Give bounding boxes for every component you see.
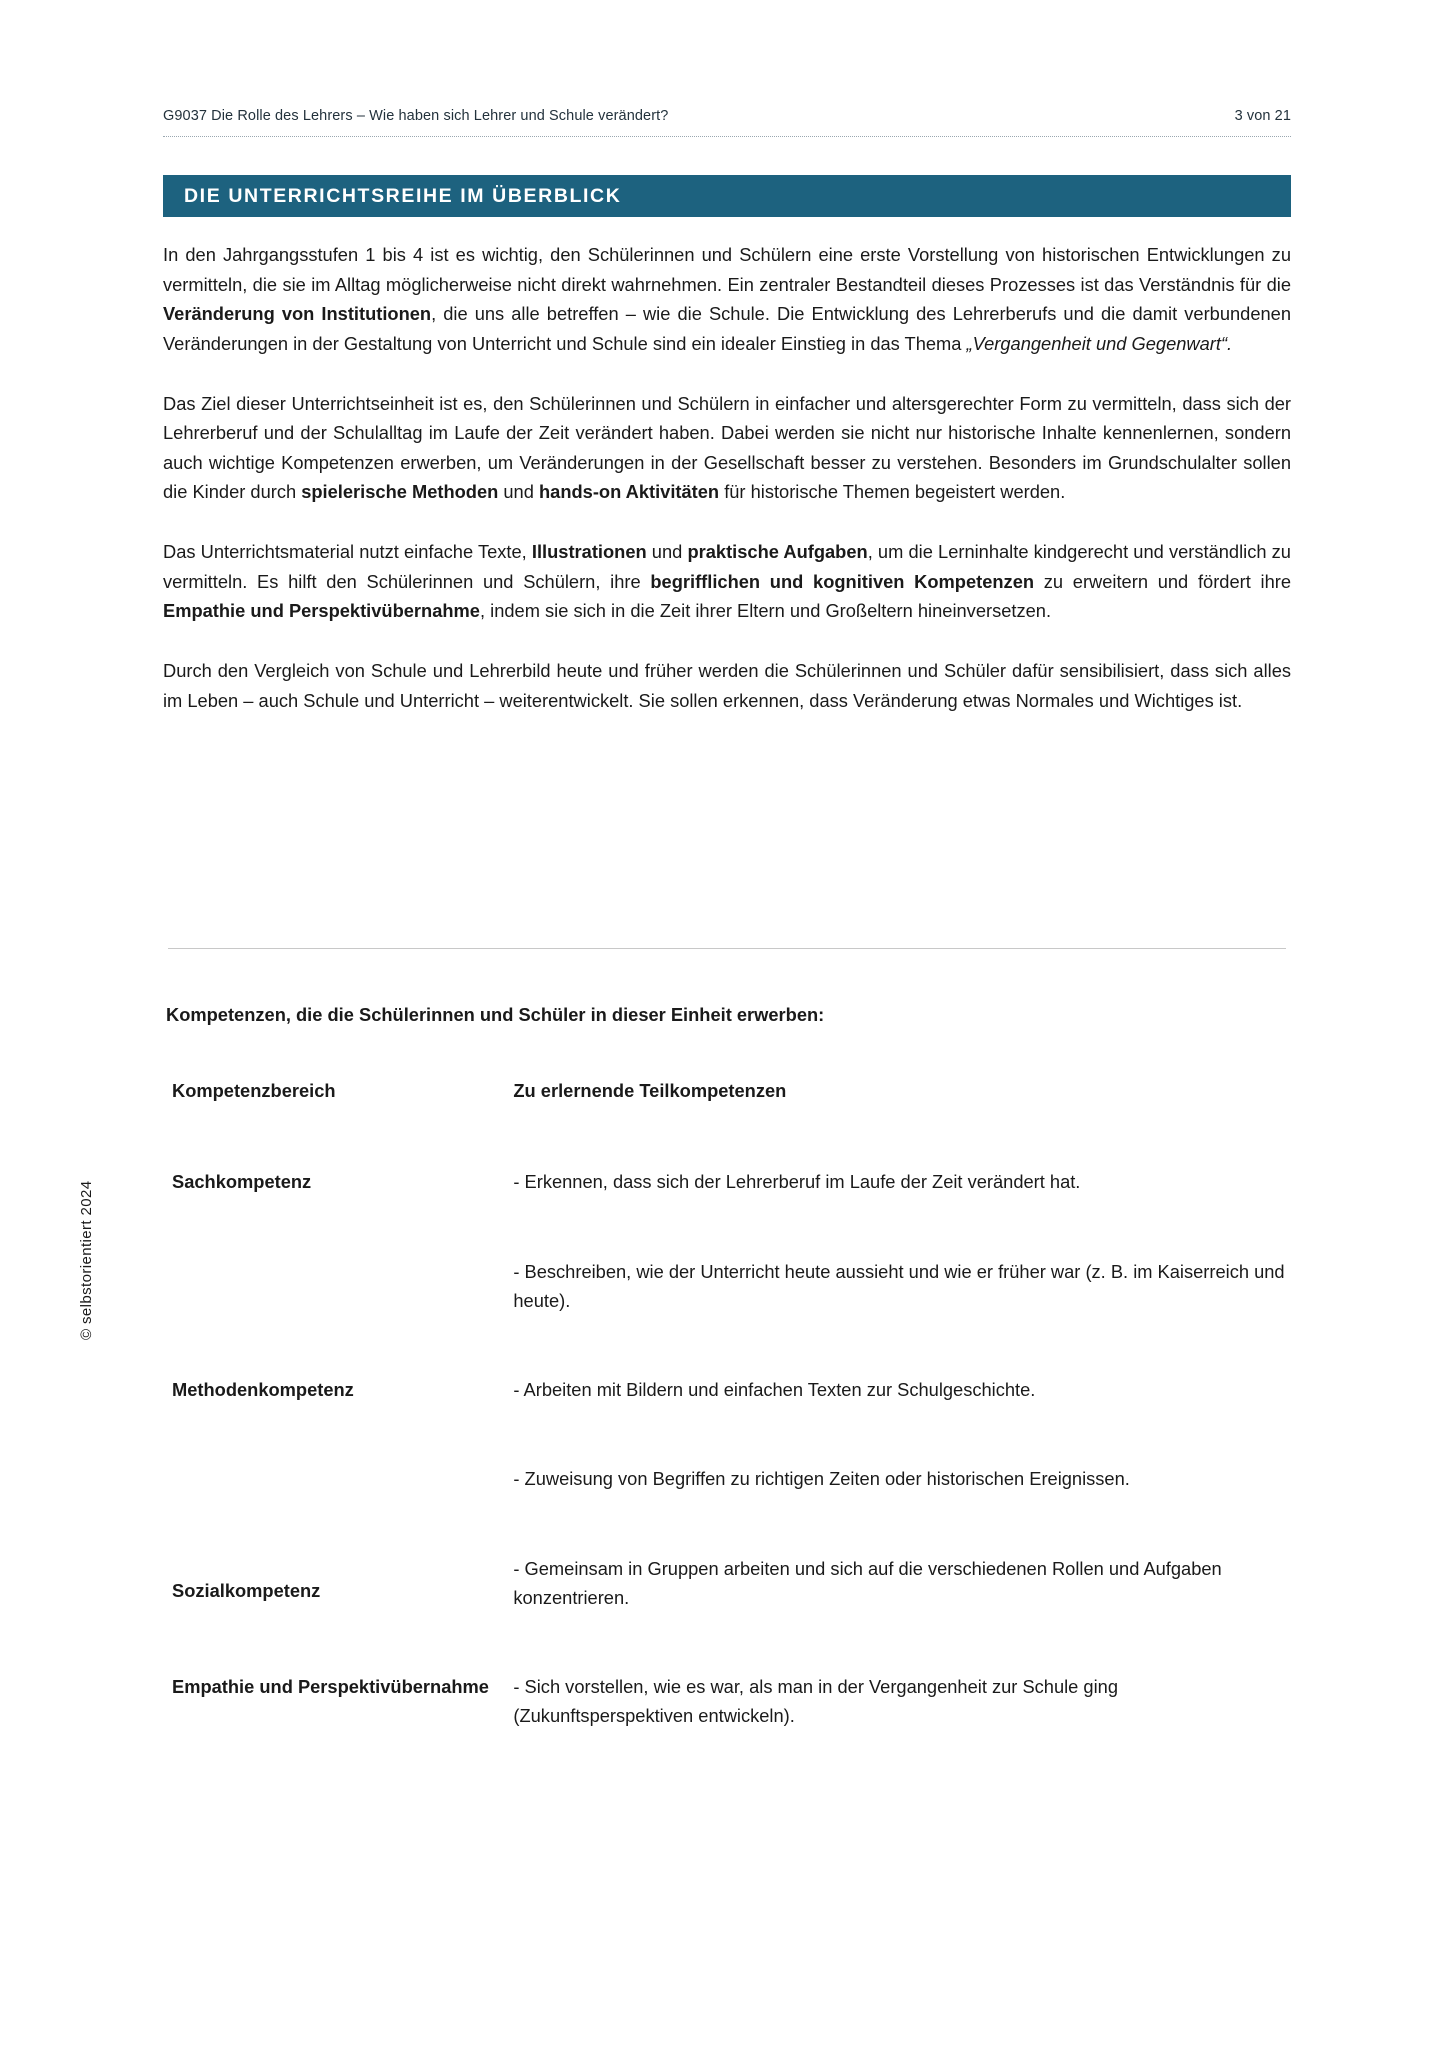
header-divider <box>163 136 1291 137</box>
competency-area: Empathie und Perspektivübernahme <box>172 1676 489 1698</box>
body-content <box>163 240 1291 715</box>
header-page-indicator: 3 von 21 <box>1234 108 1291 124</box>
content-divider <box>168 948 1286 949</box>
paragraph-1-italic-1: „Vergangenheit und Gegenwart“. <box>966 332 1233 354</box>
table-row <box>172 1167 1287 1256</box>
paragraph-2-bold-2: hands-on Aktivitäten <box>538 481 720 503</box>
competency-skill: - Erkennen, dass sich der Lehrerberuf im Laufe der Zeit verändert hat. <box>513 1171 1081 1193</box>
section-title: DIE UNTERRICHTSREIHE IM ÜBERBLICK <box>184 184 622 207</box>
paragraph-2-part-3: für historische Themen begeistert werden. <box>719 481 1066 503</box>
competency-area: Methodenkompetenz <box>172 1379 354 1401</box>
table-row <box>172 1464 1287 1553</box>
competency-skill: - Sich vorstellen, wie es war, als man in der Vergangenheit zur Schule ging (Zukunftsperspektiven entwickeln). <box>513 1676 1118 1727</box>
table-row <box>172 1257 1287 1376</box>
table-row <box>172 1375 1287 1464</box>
competency-area: Sozialkompetenz <box>172 1579 321 1601</box>
paragraph-3-bold-2: praktische Aufgaben <box>687 541 868 563</box>
paragraph-3-bold-1: Illustrationen <box>531 541 647 563</box>
table-row <box>172 1554 1287 1673</box>
paragraph-2-part-2: und <box>498 481 539 503</box>
competency-area <box>172 1464 513 1553</box>
header-doc-reference: G9037 Die Rolle des Lehrers – Wie haben sich Lehrer und Schule verändert? <box>163 108 669 124</box>
table-column-header-skills: Zu erlernende Teilkompetenzen <box>513 1080 787 1101</box>
paragraph-3-part-3: , um die Lerninhalte kindgerecht und verständlich zu vermitteln. Es hilft den Schülerinnen und Schülern, ihre <box>163 541 1291 592</box>
competency-table <box>172 1076 1287 1791</box>
table-column-header-area: Kompetenzbereich <box>172 1080 336 1101</box>
competency-area: Sachkompetenz <box>172 1171 312 1193</box>
paragraph-3-bold-3: begrifflichen und kognitiven Kompetenzen <box>650 570 1035 592</box>
paragraph-2-bold-1: spielerische Methoden <box>301 481 499 503</box>
paragraph-3 <box>163 537 1291 626</box>
paragraph-3-bold-4: Empathie und Perspektivübernahme <box>163 600 480 622</box>
paragraph-1 <box>163 240 1291 359</box>
paragraph-2-part-1: Das Ziel dieser Unterrichtseinheit ist es, den Schülerinnen und Schülern in einfacher und altersgerechter Form zu vermitteln, dass sich der Lehrerberuf und der Schulalltag im Laufe der Zeit verändert haben. Dabei werden sie nicht nur historische Inhalte kennenlernen, sondern auch wichtige Kompetenzen erwerben, um Veränderungen in der Gesellschaft besser zu verstehen. Besonders im Grundschulalter sollen die Kinder durch <box>163 392 1291 503</box>
paragraph-3-part-5: , indem sie sich in die Zeit ihrer Eltern und Großeltern hineinversetzen. <box>479 600 1052 622</box>
section-title-bar <box>163 175 1291 217</box>
competency-skill: - Beschreiben, wie der Unterricht heute aussieht und wie er früher war (z. B. im Kaiserreich und heute). <box>513 1260 1285 1311</box>
paragraph-2 <box>163 389 1291 508</box>
competency-heading: Kompetenzen, die die Schülerinnen und Schüler in dieser Einheit erwerben: <box>166 1004 825 1025</box>
paragraph-1-bold-1: Veränderung von Institutionen <box>163 303 432 325</box>
table-row <box>172 1672 1287 1791</box>
competency-skill: - Arbeiten mit Bildern und einfachen Texten zur Schulgeschichte. <box>513 1379 1036 1401</box>
paragraph-1-part-2: , die uns alle betreffen – wie die Schule. Die Entwicklung des Lehrerberufs und die damit verbundenen Veränderungen in der Gestaltung von Unterricht und Schule sind ein idealer Einstieg in das Thema <box>163 303 1291 354</box>
paragraph-3-part-1: Das Unterrichtsmaterial nutzt einfache Texte, <box>163 541 532 563</box>
table-header-row <box>172 1076 1287 1167</box>
paragraph-4: Durch den Vergleich von Schule und Lehrerbild heute und früher werden die Schülerinnen und Schüler dafür sensibilisiert, dass sich alles im Leben – auch Schule und Unterricht – weiterentwickelt. Sie sollen erkennen, dass Veränderung etwas Normales und Wichtiges ist. <box>163 660 1291 711</box>
paragraph-3-part-2: und <box>646 541 688 563</box>
page-header <box>163 108 1291 124</box>
competency-area <box>172 1257 513 1376</box>
paragraph-1-part-1: In den Jahrgangsstufen 1 bis 4 ist es wichtig, den Schülerinnen und Schülern eine erste Vorstellung von historischen Entwicklungen zu vermitteln, die sie im Alltag möglicherweise nicht direkt wahrnehmen. Ein zentraler Bestandteil dieses Prozesses ist das Verständnis für die <box>163 244 1291 295</box>
competency-skill: - Gemeinsam in Gruppen arbeiten und sich auf die verschiedenen Rollen und Aufgaben konzentrieren. <box>513 1557 1222 1608</box>
side-copyright: © selbstorientiert 2024 <box>78 1180 95 1340</box>
paragraph-3-part-4: zu erweitern und fördert ihre <box>1034 570 1291 592</box>
competency-skill: - Zuweisung von Begriffen zu richtigen Zeiten oder historischen Ereignissen. <box>513 1468 1130 1490</box>
